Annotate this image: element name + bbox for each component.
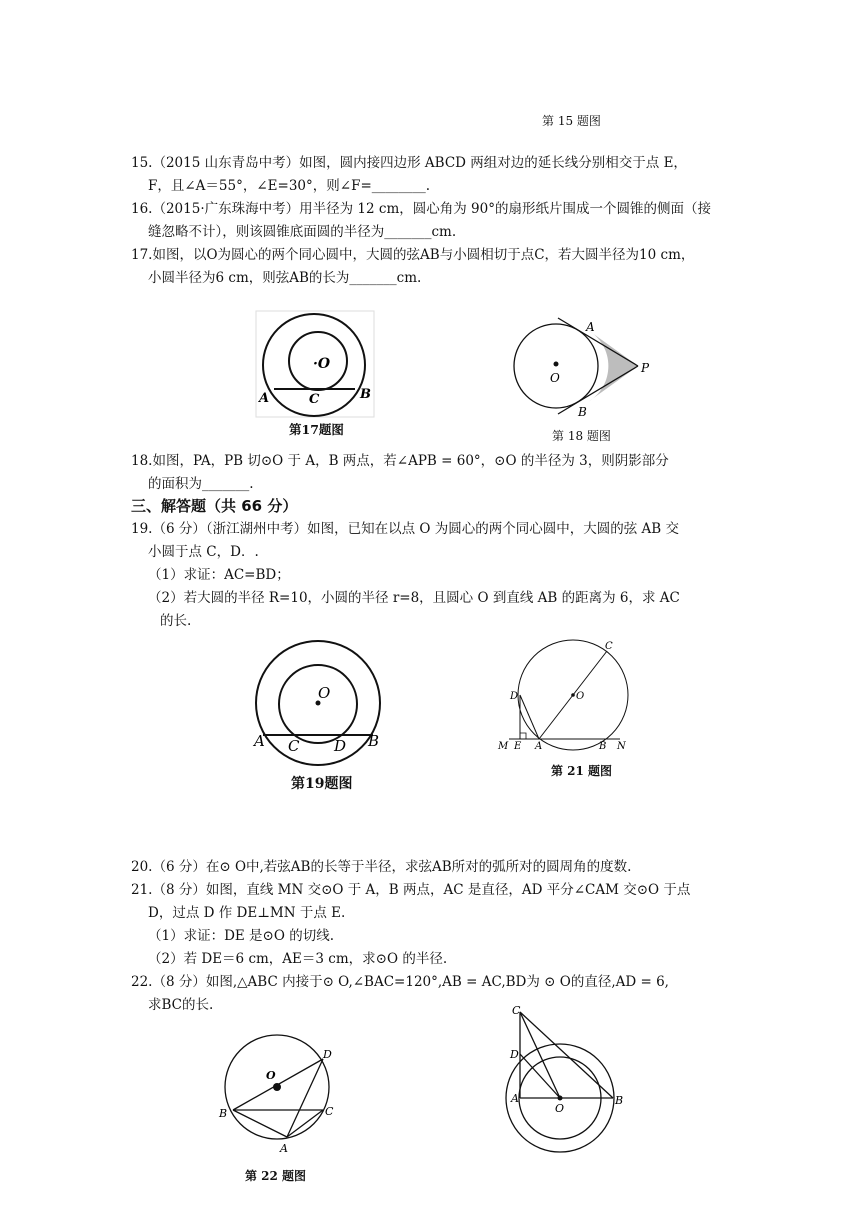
fig19-label-c: C	[288, 737, 300, 755]
fig22-label-c: C	[325, 1105, 334, 1118]
fig18-caption: 第 18 题图	[552, 429, 611, 443]
fig-last-label-d: D	[510, 1048, 519, 1061]
section-heading: 三、解答题（共 66 分）	[131, 497, 298, 515]
q15-line2: F，且∠A＝55°，∠E=30°，则∠F=________.	[148, 178, 431, 194]
q22-line1: 22.（8 分）如图,△ABC 内接于⊙ O,∠BAC=120°,AB = AC,BD为 ⊙ O的直径,AD = 6,	[131, 974, 669, 990]
q17-line1: 17.如图，以O为圆心的两个同心圆中，大圆的弦AB与小圆相切于点C，若大圆半径为10 cm，	[131, 247, 695, 263]
fig15-caption: 第 15 题图	[542, 114, 601, 128]
fig22-label-a: A	[280, 1142, 288, 1155]
fig-last-diagram	[502, 1000, 632, 1155]
fig22-caption: 第 22 题图	[245, 1169, 307, 1183]
q21-line1: 21.（8 分）如图，直线 MN 交⊙O 于 A，B 两点，AC 是直径，AD 平分∠CAM 交⊙O 于点	[131, 882, 691, 898]
q21-line2: D，过点 D 作 DE⊥MN 于点 E.	[148, 905, 346, 921]
fig17-caption: 第17题图	[289, 422, 344, 437]
fig-last-label-o: O	[555, 1102, 565, 1115]
fig21-label-n: N	[617, 741, 626, 752]
fig21-label-d: D	[510, 691, 519, 702]
fig19-label-b: B	[368, 732, 380, 750]
fig21-label-c: C	[605, 641, 613, 652]
fig18-label-b: B	[578, 405, 587, 419]
fig21-label-o: O	[576, 691, 585, 702]
fig18-label-o: O	[550, 371, 560, 385]
fig17-label-b: B	[360, 387, 371, 402]
fig22-label-o: O	[266, 1069, 276, 1082]
fig21-label-m: M	[498, 741, 509, 752]
q17-line2: 小圆半径为6 cm，则弦AB的长为_______cm.	[148, 270, 422, 286]
fig21-label-e: E	[514, 741, 522, 752]
fig22-diagram	[215, 1035, 345, 1160]
fig19-label-o: O	[318, 684, 331, 702]
fig-last-label-b: B	[615, 1094, 624, 1107]
fig-last-label-a: A	[511, 1092, 519, 1105]
q21-line3: （1）求证：DE 是⊙O 的切线.	[148, 928, 335, 944]
fig21-label-b: B	[599, 741, 607, 752]
fig22-label-b: B	[219, 1107, 228, 1120]
fig21-caption: 第 21 题图	[551, 764, 613, 778]
q19-line4: （2）若大圆的半径 R=10，小圆的半径 r=8，且圆心 O 到直线 AB 的距离为 6，求 AC	[148, 590, 680, 606]
fig19-label-a: A	[254, 732, 265, 750]
fig19-label-d: D	[334, 737, 347, 755]
fig-last-label-c: C	[512, 1004, 521, 1017]
fig17-diagram	[255, 310, 385, 435]
fig17-label-c: C	[309, 392, 320, 407]
fig21-label-a: A	[535, 741, 543, 752]
fig19-caption: 第19题图	[291, 776, 353, 792]
q18-line1: 18.如图，PA，PB 切⊙O 于 A，B 两点，若∠APB = 60°，⊙O 的半径为 3，则阴影部分	[131, 453, 669, 469]
fig17-label-a: A	[259, 391, 270, 406]
fig18-diagram	[510, 318, 660, 423]
fig17-label-o: ·O	[313, 356, 331, 372]
q15-line1: 15.（2015 山东青岛中考）如图，圆内接四边形 ABCD 两组对边的延长线分别相交于点 E，	[131, 155, 687, 171]
fig22-label-d: D	[323, 1048, 332, 1061]
q19-line5: 的长.	[160, 613, 192, 629]
q19-line1: 19.（6 分）（浙江湖州中考）如图，已知在以点 O 为圆心的两个同心圆中，大圆的弦 AB 交	[131, 521, 680, 537]
q22-line2: 求BC的长.	[148, 997, 214, 1013]
q21-line4: （2）若 DE＝6 cm，AE＝3 cm，求⊙O 的半径.	[148, 951, 448, 967]
fig21-diagram	[495, 638, 635, 753]
fig18-label-a: A	[586, 320, 595, 334]
fig18-label-p: P	[641, 361, 650, 375]
q19-line2: 小圆于点 C，D．.	[148, 544, 259, 560]
q20-line1: 20.（6 分）在⊙ O中,若弦AB的长等于半径，求弦AB所对的弧所对的圆周角的度数.	[131, 859, 632, 875]
fig19-diagram	[252, 638, 392, 758]
q16-line1: 16.（2015·广东珠海中考）用半径为 12 cm，圆心角为 90°的扇形纸片围成一个圆锥的侧面（接	[131, 201, 711, 217]
q18-line2: 的面积为_______.	[148, 476, 254, 492]
q16-line2: 缝忽略不计），则该圆锥底面圆的半径为_______cm.	[148, 224, 457, 240]
q19-line3: （1）求证：AC=BD；	[148, 567, 290, 583]
